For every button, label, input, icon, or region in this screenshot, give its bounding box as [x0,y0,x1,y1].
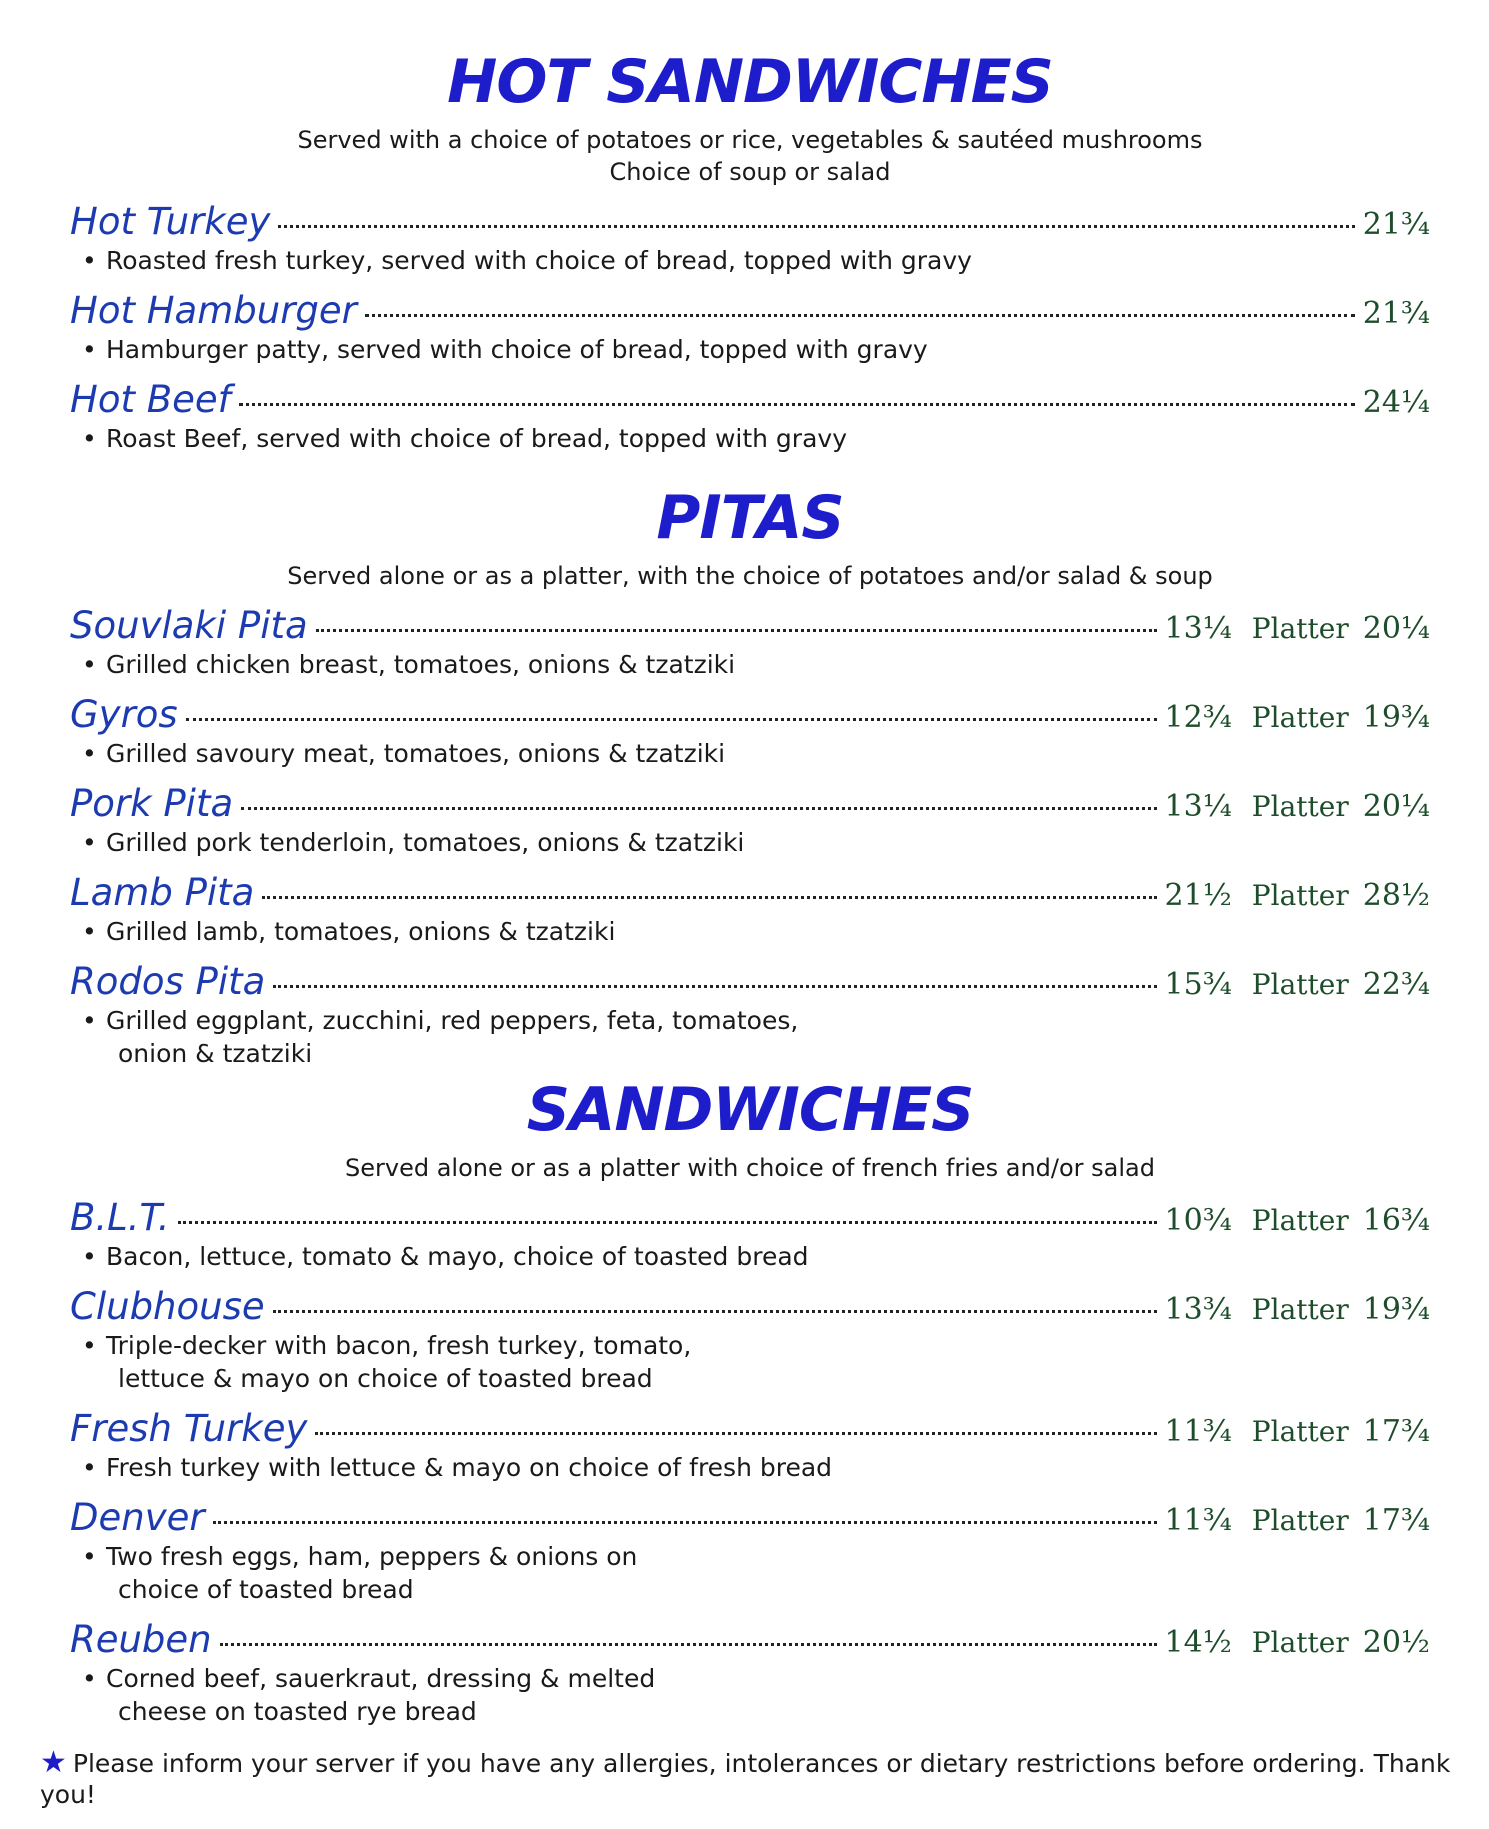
item-name: Fresh Turkey [70,1407,308,1450]
bullet-icon: • [82,739,97,768]
dot-leader [241,807,1156,810]
dot-leader [273,1310,1157,1313]
menu-item [70,871,1430,948]
platter-price: 17¾ [1362,1414,1430,1449]
bullet-icon: • [82,1006,97,1035]
dot-leader [178,1221,1157,1224]
item-description [70,1240,1430,1273]
description-text: cheese on toasted rye bread [118,1697,477,1726]
bullet-icon: • [82,1331,97,1360]
description-text: Grilled lamb, tomatoes, onions & tzatziki [106,917,616,946]
section-subtitle [70,1152,1430,1184]
item-price: 14½ [1164,1625,1232,1660]
description-text: choice of toasted bread [118,1575,414,1604]
item-price: 21½ [1164,878,1232,913]
description-text: Bacon, lettuce, tomato & mayo, choice of toasted bread [106,1242,809,1271]
item-name: Clubhouse [70,1285,265,1328]
description-text: Roast Beef, served with choice of bread, topped with gravy [106,424,847,453]
menu-item [70,960,1430,1070]
menu-item-row [70,289,1430,333]
menu-item-row [70,1496,1430,1540]
menu-item-row [70,871,1430,915]
description-line [82,1662,1430,1695]
dot-leader [316,629,1157,632]
item-name: Hot Turkey [70,200,271,243]
description-line [82,1329,1430,1362]
item-description [70,1540,1430,1606]
description-text: Roasted fresh turkey, served with choice of bread, topped with gravy [106,246,972,275]
item-name: Denver [70,1496,205,1539]
description-text: Grilled chicken breast, tomatoes, onions & tzatziki [106,650,736,679]
menu-item [70,1618,1430,1728]
platter-price: 20¼ [1362,789,1430,824]
item-name: Gyros [70,693,178,736]
dot-leader [220,1643,1157,1646]
description-text: Grilled savoury meat, tomatoes, onions & tzatziki [106,739,726,768]
description-line [82,422,1430,455]
description-text: Grilled eggplant, zucchini, red peppers, feta, tomatoes, [106,1006,799,1035]
section-title: SANDWICHES [526,1075,974,1145]
dot-leader [278,225,1354,228]
section-pitas [70,483,1430,1070]
menu-item [70,289,1430,366]
description-line [82,333,1430,366]
item-price: 21¾ [1362,296,1430,331]
description-line [82,244,1430,277]
dot-leader [239,403,1355,406]
menu-item-row [70,200,1430,244]
item-description [70,1004,1430,1070]
description-line [82,648,1430,681]
allergy-notice-text: Please inform your server if you have any allergies, intolerances or dietary restrictions before ordering. Thank you! [40,1749,1451,1809]
menu-item-row [70,1285,1430,1329]
item-description [70,826,1430,859]
menu-item [70,1285,1430,1395]
menu-item [70,782,1430,859]
section-title: PITAS [656,483,844,553]
menu-item [70,693,1430,770]
item-description [70,737,1430,770]
platter-price: 20¼ [1362,611,1430,646]
dot-leader [273,985,1156,988]
platter-label: Platter [1251,701,1349,734]
item-price: 11¾ [1164,1503,1232,1538]
allergy-notice [40,1745,1460,1809]
item-name: Lamb Pita [70,871,255,914]
item-name: Souvlaki Pita [70,604,308,647]
description-text: Corned beef, sauerkraut, dressing & melted [106,1664,656,1693]
platter-label: Platter [1251,879,1349,912]
platter-price: 28½ [1362,878,1430,913]
description-line [82,1540,1430,1573]
description-line [82,826,1430,859]
item-name: Hot Hamburger [70,289,357,332]
item-price: 12¾ [1164,700,1232,735]
description-text: Two fresh eggs, ham, peppers & onions on [106,1542,638,1571]
description-line [82,1240,1430,1273]
dot-leader [365,314,1355,317]
bullet-icon: • [82,335,97,364]
menu-item-row [70,378,1430,422]
subtitle-line: Served with a choice of potatoes or rice, vegetables & sautéed mushrooms [297,126,1203,154]
description-line [82,1451,1430,1484]
menu-item [70,378,1430,455]
menu-item-row [70,782,1430,826]
platter-label: Platter [1251,1415,1349,1448]
platter-label: Platter [1251,612,1349,645]
item-name: Hot Beef [70,378,231,421]
item-price: 11¾ [1164,1414,1232,1449]
menu-item-row [70,693,1430,737]
bullet-icon: • [82,1453,97,1482]
bullet-icon: • [82,1242,97,1271]
dot-leader [262,896,1156,899]
platter-price: 17¾ [1362,1503,1430,1538]
subtitle-line: Served alone or as a platter, with the choice of potatoes and/or salad & soup [287,562,1213,590]
star-icon: ★ [40,1745,67,1780]
menu-item [70,1496,1430,1606]
item-price: 10¾ [1164,1203,1232,1238]
section-subtitle [70,124,1430,188]
item-name: B.L.T. [70,1196,170,1239]
bullet-icon: • [82,246,97,275]
item-price: 13¾ [1164,1292,1232,1327]
menu-item [70,604,1430,681]
item-description [70,333,1430,366]
section-hot-sandwiches [70,47,1430,455]
menu-item-row [70,604,1430,648]
item-description [70,422,1430,455]
platter-price: 19¾ [1362,1292,1430,1327]
item-price: 13¼ [1164,611,1232,646]
platter-label: Platter [1251,968,1349,1001]
item-price: 21¾ [1362,207,1430,242]
item-description [70,1329,1430,1395]
menu-item [70,200,1430,277]
platter-price: 20½ [1362,1625,1430,1660]
section-subtitle [70,560,1430,592]
item-description [70,915,1430,948]
section-sandwiches [70,1075,1430,1728]
platter-label: Platter [1251,1204,1349,1237]
menu-item [70,1407,1430,1484]
item-name: Rodos Pita [70,960,266,1003]
subtitle-line: Choice of soup or salad [609,158,891,186]
item-description [70,244,1430,277]
menu-item-row [70,1618,1430,1662]
dot-leader [315,1432,1156,1435]
description-text: lettuce & mayo on choice of toasted bread [118,1364,653,1393]
platter-price: 19¾ [1362,700,1430,735]
description-text: Hamburger patty, served with choice of bread, topped with gravy [106,335,928,364]
subtitle-line: Served alone or as a platter with choice of french fries and/or salad [345,1154,1155,1182]
description-line [82,1004,1430,1037]
dot-leader [186,718,1157,721]
section-title: HOT SANDWICHES [447,47,1053,117]
description-line [82,915,1430,948]
platter-price: 16¾ [1362,1203,1430,1238]
dot-leader [213,1521,1157,1524]
item-description [70,1662,1430,1728]
platter-label: Platter [1251,1626,1349,1659]
description-text: onion & tzatziki [118,1039,313,1068]
menu-item-row [70,1407,1430,1451]
item-price: 15¾ [1164,967,1232,1002]
item-price: 13¼ [1164,789,1232,824]
platter-price: 22¾ [1362,967,1430,1002]
bullet-icon: • [82,650,97,679]
bullet-icon: • [82,1664,97,1693]
description-text: Grilled pork tenderloin, tomatoes, onions & tzatziki [106,828,745,857]
item-name: Pork Pita [70,782,234,825]
menu-item-row [70,960,1430,1004]
item-description [70,648,1430,681]
bullet-icon: • [82,917,97,946]
platter-label: Platter [1251,790,1349,823]
item-description [70,1451,1430,1484]
bullet-icon: • [82,424,97,453]
bullet-icon: • [82,828,97,857]
menu-item [70,1196,1430,1273]
description-line [82,737,1430,770]
item-price: 24¼ [1362,385,1430,420]
bullet-icon: • [82,1542,97,1571]
item-name: Reuben [70,1618,212,1661]
menu-item-row [70,1196,1430,1240]
platter-label: Platter [1251,1293,1349,1326]
platter-label: Platter [1251,1504,1349,1537]
description-text: Triple-decker with bacon, fresh turkey, tomato, [106,1331,692,1360]
description-text: Fresh turkey with lettuce & mayo on choice of fresh bread [106,1453,833,1482]
